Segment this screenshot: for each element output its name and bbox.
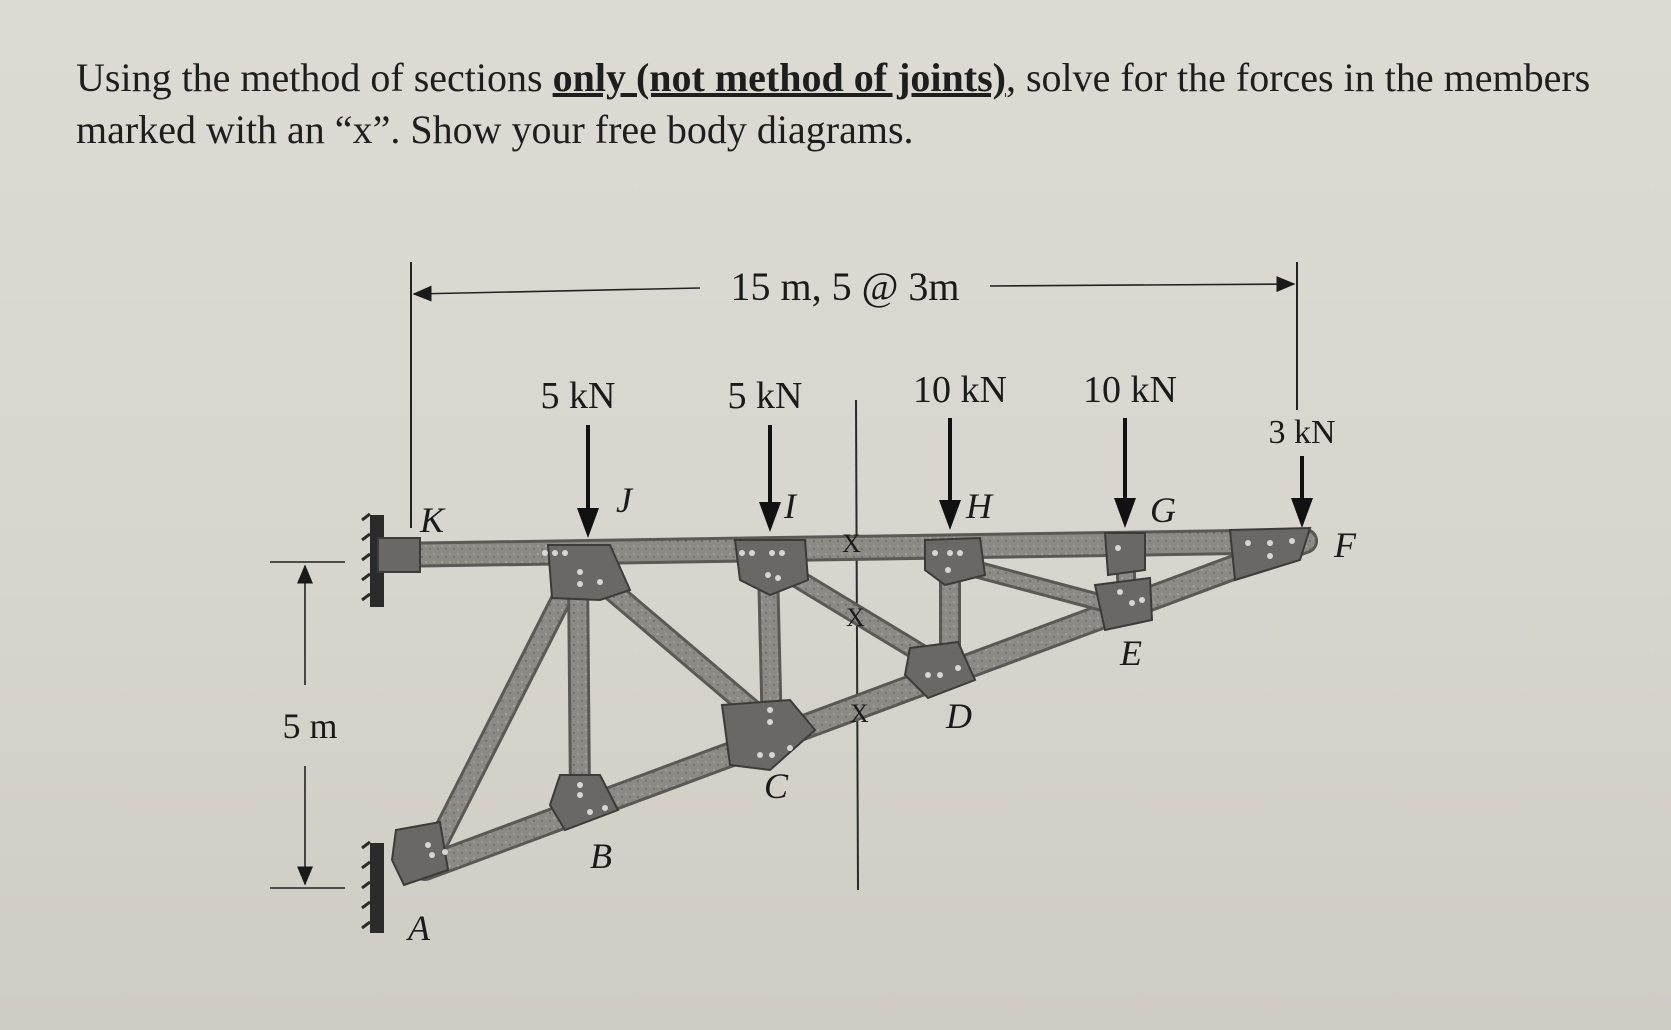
gusset-k <box>378 538 420 572</box>
height-dimension-label: 5 m <box>282 706 338 746</box>
member-mark-bottom: X <box>850 699 869 728</box>
load-f <box>1268 414 1335 528</box>
gusset-h <box>925 538 985 585</box>
joint-label-b: B <box>590 836 612 876</box>
joint-label-e: E <box>1120 633 1142 673</box>
problem-emphasis: only (not method of joints) <box>552 55 1006 100</box>
member-mark-diagonal: X <box>846 603 865 632</box>
member-mark-top: X <box>842 529 861 558</box>
truss-members <box>390 541 1305 868</box>
joint-label-k: K <box>420 500 445 540</box>
joint-label-d: D <box>946 696 972 736</box>
joint-label-j: J <box>616 480 632 520</box>
gusset-g <box>1105 533 1145 575</box>
load-g-label: 10 kN <box>1083 369 1177 411</box>
load-j <box>541 375 616 538</box>
span-dimension-label: 15 m, 5 @ 3m <box>730 264 960 309</box>
joint-label-a: A <box>408 908 430 948</box>
gusset-e <box>1095 578 1152 630</box>
load-h-label: 10 kN <box>913 369 1007 411</box>
load-f-label: 3 kN <box>1268 414 1336 451</box>
wall-support-a <box>362 842 384 933</box>
load-j-label: 5 kN <box>540 375 616 417</box>
problem-text-end: , solve for the forces in the members marked with an “x”. Show your free body diagrams. <box>76 55 1591 152</box>
joint-label-h: H <box>966 486 992 526</box>
gusset-b <box>550 775 618 830</box>
joint-label-g: G <box>1150 490 1176 530</box>
joint-label-c: C <box>764 766 789 806</box>
joint-label-i: I <box>784 486 796 526</box>
height-dimension <box>270 562 345 888</box>
load-h <box>913 369 1007 530</box>
problem-text-start: Using the method of sections <box>76 55 553 100</box>
section-cut-line <box>856 400 858 890</box>
load-i-label: 5 kN <box>727 375 803 417</box>
joint-label-f: F <box>1334 525 1356 565</box>
